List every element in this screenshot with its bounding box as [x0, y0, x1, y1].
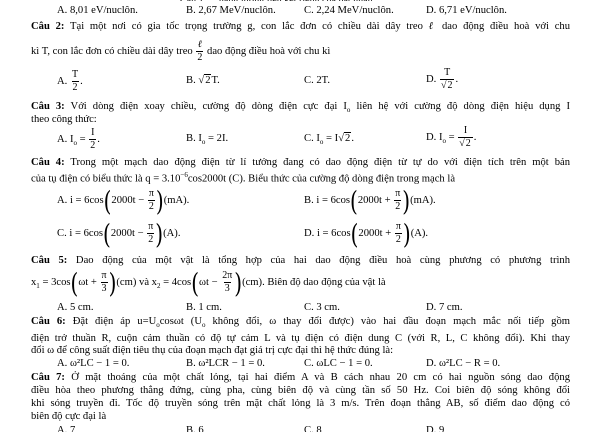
q4-option-c: C. i = 6cos(2000t − $\frac{\pi}{2}$ )(A).	[57, 217, 181, 250]
q2-stem-text-a: Tại một nơi có gia tốc trọng trường g, con lắc đơn có chiều dài dây treo	[70, 21, 423, 32]
q3-option-a: A. $I_o$ = $\frac{I}{2}$ .	[57, 127, 100, 151]
q6-stem-text-a: Đặt điện áp u=U	[72, 316, 157, 327]
q4-option-d: D. i = 6cos(2000t + $\frac{\pi}{2}$ )(A).	[304, 217, 429, 250]
q2-length-var: ℓ	[428, 21, 437, 32]
q2-frac-num: ℓ	[197, 39, 202, 50]
q7-stem-line2: điều hòa theo phương thẳng đứng, cùng pha, cùng biên độ và cùng tần số 50 Hz. Coi biên độ sóng không đổi	[31, 385, 570, 396]
q5-stem-line1	[31, 255, 570, 268]
q6-option-d: D. ω²LC − R = 0.	[426, 358, 501, 369]
q3-label: Câu 3:	[31, 101, 65, 112]
q2-label: Câu 2:	[31, 21, 65, 32]
q2-d-root: 2	[447, 80, 453, 91]
q4-stem-text-b: của tụ điện có biểu thức là q = 3.10	[31, 173, 181, 185]
q2-b-root: 2	[205, 75, 211, 86]
q6-stem-line3: đổi ω để công suất điện tiêu thụ của đoạn mạch đạt giá trị cực đại thì hệ thức đúng là:	[31, 345, 394, 356]
q5-option-a: A. 5 cm.	[57, 302, 94, 313]
q6-stem-line2: điện trở thuần R, cuộn cảm thuần có độ tự cảm L và tụ điện có điện dung C (với R, L, C không đổi). Khi thay	[31, 333, 570, 344]
q2-option-a-label: A.	[57, 75, 68, 87]
q2-option-b: B. √2T.	[186, 75, 220, 86]
q5-option-d: D. 7 cm.	[426, 302, 463, 313]
q2-stem-text-d: dao động điều hoà với chu kì	[207, 45, 331, 57]
q7-option-c: C. 8	[304, 425, 322, 432]
q3-option-b-label: B. I	[186, 133, 202, 144]
q3-option-b: B. $I_o = 2I$.	[186, 133, 229, 147]
q3-option-c-label: C. I	[304, 133, 320, 144]
q4-option-b: B. i = 6cos(2000t + $\frac{\pi}{2}$ )(mA).	[304, 184, 436, 217]
q1-option-a: A. 8,01 eV/nuclôn.	[57, 5, 138, 16]
q6-stem-text-b: cosωt (U	[159, 316, 202, 327]
q3-d-fraction: $\frac{I}{√2}$	[459, 125, 471, 149]
q1-option-d: D. 6,71 eV/nuclôn.	[426, 5, 507, 16]
q3-a-fraction: $\frac{I}{2}$	[90, 127, 96, 151]
q2-stem-text-c: kì T, con lắc đơn có chiều dài dây treo	[31, 45, 193, 57]
q2-stem-line2	[31, 40, 570, 63]
q2-half-length-fraction	[196, 40, 203, 63]
q3-option-c: C. $I_o = I√2$.	[304, 133, 354, 147]
q4-stem-text-a: Trong một mạch dao động điện từ lí tưởng đang có dao động điện từ tự do với điện tích trên một bản	[70, 157, 570, 168]
top-fragment-text	[180, 0, 570, 1]
q6-stem-text-c: không đổi, ω thay đổi được) vào hai đầu đoạn mạch mắc nối tiếp gồm	[212, 316, 571, 327]
q4-label: Câu 4:	[31, 157, 65, 168]
q3-option-d: D. $I_o$ = $\frac{I}{√2}$ .	[426, 125, 477, 149]
q2-option-d: D. $\frac{T}{√2}$ .	[426, 67, 459, 91]
q5-equations: $x_1 = 3\cos(\omega t$ + $\frac{\pi}{3}$ )(cm) và $x_2 = 4\cos(\omega t$ − $\frac{2\pi}{3}$ )(cm). Biên độ dao động của vật là	[31, 266, 386, 299]
q3-stem-line1: Câu 3: Với dòng điện xoay chiều, cường độ dòng điện cực đại $I_o$ liên hệ với cường độ dòng điện hiệu dụng I	[31, 101, 571, 115]
q7-stem-line3: khi sóng truyền đi. Tốc độ truyền sóng trên mặt chất lỏng là 3 m/s. Trên đoạn thẳng AB, số điểm dao động có	[31, 398, 570, 409]
q3-option-c-rhs: = I	[326, 133, 339, 144]
q2-a-num: T	[71, 69, 79, 80]
cut-off-top-line	[0, 0, 594, 1]
q7-option-b: B. 6	[186, 425, 204, 432]
q4-option-a: A. i = 6cos(2000t − $\frac{\pi}{2}$ )(mA).	[57, 184, 190, 217]
q5-option-c: C. 3 cm.	[304, 302, 340, 313]
q3-option-a-label: A.	[57, 133, 68, 145]
q2-frac-den: 2	[197, 52, 203, 63]
q2-a-den: 2	[72, 82, 78, 93]
q4-option-d-label: D.	[304, 227, 315, 239]
q2-option-c: C. 2T.	[304, 75, 330, 86]
q5-stem-text-a: Dao động của một vật là tổng hợp của hai dao động điều hoà cùng phương có phương trình	[75, 255, 571, 266]
q7-option-a: A. 7	[57, 425, 76, 432]
q1-option-c: C. 2,24 MeV/nuclôn.	[304, 5, 394, 16]
q6-option-c: C. ωLC − 1 = 0.	[304, 358, 373, 369]
q7-stem-line4: biên độ cực đại là	[31, 411, 107, 422]
q2-d-den: √2	[440, 80, 453, 91]
q6-option-a: A. ω²LC − 1 = 0.	[57, 358, 130, 369]
q4-exponent: −6	[180, 171, 188, 179]
q4-option-b-label: B.	[304, 194, 314, 206]
q2-option-a-fraction	[71, 70, 79, 93]
q2-option-d-label: D.	[426, 73, 437, 85]
q5-label: Câu 5:	[31, 255, 68, 266]
q1-option-b: B. 2,67 MeV/nuclôn.	[186, 5, 276, 16]
q2-stem-text-b: dao động điều hoà với chu	[442, 21, 571, 32]
q5-option-b: B. 1 cm.	[186, 302, 222, 313]
q3-option-b-rhs: = 2I.	[208, 133, 229, 144]
q7-stem-line1	[31, 372, 570, 385]
q4-option-c-label: C.	[57, 227, 67, 239]
q6-stem-line1: Câu 6: Đặt điện áp $u=U_o\cos\omega t$ ($U_o$ không đổi, ω thay đổi được) vào hai đầu đoạn mạch mắc nối tiếp gồm	[31, 316, 571, 330]
q2-b-text: T.	[211, 75, 220, 86]
q3-stem-text-b: liên hệ với cường độ dòng điện hiệu dụng I	[356, 101, 571, 112]
q6-label: Câu 6:	[31, 316, 66, 327]
q2-option-b-label: B.	[186, 75, 196, 86]
q5-conjunction: và	[139, 276, 150, 288]
q7-options-cut	[0, 425, 594, 432]
q7-stem-text-a: Ở mặt thoáng của một chất lỏng, tại hai điểm A và B cách nhau 20 cm có hai nguồn sóng dao động	[71, 372, 570, 383]
q7-option-d: D. 9	[426, 425, 445, 432]
q2-option-a: A. $\frac{T}{2}$ .	[57, 69, 83, 93]
q5-stem-text-b: . Biên độ dao động của vật là	[262, 276, 386, 288]
q3-option-d-label: D. I	[426, 131, 443, 143]
q7-label: Câu 7:	[31, 372, 65, 383]
q3-stem-text-a: Với dòng điện xoay chiều, cường độ dòng điện cực đại I	[70, 101, 347, 112]
q4-option-a-label: A.	[57, 194, 68, 206]
q6-option-b: B. ω²LCR − 1 = 0.	[186, 358, 265, 369]
q4-stem-line2	[31, 171, 570, 186]
q2-stem-line1	[31, 21, 570, 34]
q3-stem-line2: theo công thức:	[31, 114, 97, 125]
q2-option-d-fraction	[440, 68, 455, 91]
q4-stem-text-c: cos2000t (C). Biểu thức của cường độ dòng điện trong mạch là	[187, 173, 456, 185]
q2-d-num: T	[444, 67, 451, 78]
q4-stem-line1	[31, 157, 570, 170]
